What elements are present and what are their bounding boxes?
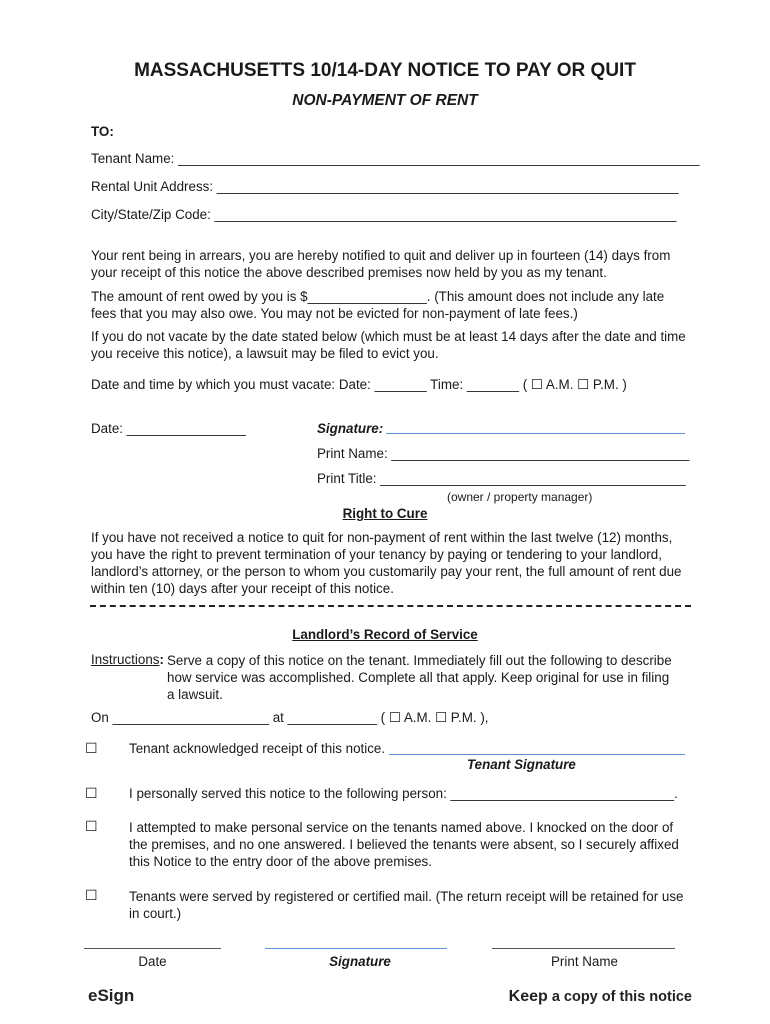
- print-name-field[interactable]: Print Name: ________________________________________: [317, 446, 690, 461]
- footer-signature-line[interactable]: [265, 948, 447, 949]
- checkbox-attempted-service[interactable]: ☐: [85, 818, 98, 834]
- footer-date-label: Date: [138, 954, 167, 969]
- record-of-service-heading: Landlord’s Record of Service: [292, 627, 478, 642]
- keep-rest: a copy of this notice: [551, 989, 692, 1005]
- document-subtitle: NON-PAYMENT OF RENT: [292, 92, 478, 109]
- signature-line[interactable]: [386, 433, 685, 434]
- footer-print-name-label: Print Name: [551, 954, 618, 969]
- keep-copy-note: [509, 988, 692, 1006]
- checkbox-mail-service[interactable]: ☐: [85, 887, 98, 903]
- print-title-field[interactable]: Print Title: _________________________________________: [317, 471, 686, 486]
- city-state-zip-field[interactable]: City/State/Zip Code: ______________________________________________________________: [91, 207, 677, 222]
- rental-address-field[interactable]: Rental Unit Address: ______________________________________________________________: [91, 179, 679, 194]
- separator-line: [90, 605, 691, 607]
- signature-label: Signature:: [317, 421, 384, 436]
- title-hint: (owner / property manager): [447, 490, 593, 504]
- instructions-text: Serve a copy of this notice on the tenant. Immediately fill out the following to describe how service was accomplished. Complete all that apply. Keep original for use in filing a lawsuit.: [167, 653, 672, 702]
- esign-logo: eSign: [88, 986, 135, 1005]
- vacate-warning-paragraph: If you do not vacate by the date stated below (which must be at least 14 days after the date and time you receive this notice), a lawsuit may be filed to evict you.: [91, 329, 686, 361]
- option-mail-service: Tenants were served by registered or certified mail. (The return receipt will be retained for use in court.): [129, 889, 684, 921]
- checkbox-personally-served[interactable]: ☐: [85, 785, 98, 801]
- document-title: MASSACHUSETTS 10/14-DAY NOTICE TO PAY OR QUIT: [134, 60, 636, 81]
- to-label: TO:: [91, 124, 114, 139]
- right-to-cure-heading: Right to Cure: [342, 506, 428, 521]
- notice-date-field[interactable]: Date: ________________: [91, 421, 246, 436]
- footer-print-name-line[interactable]: [492, 948, 675, 949]
- checkbox-tenant-acknowledged[interactable]: ☐: [85, 740, 98, 756]
- tenant-name-field[interactable]: Tenant Name: ______________________________________________________________________: [91, 151, 700, 166]
- instructions-label: Instructions: [91, 652, 160, 667]
- option-tenant-acknowledged: Tenant acknowledged receipt of this notice.: [129, 741, 386, 756]
- footer-date-line[interactable]: [84, 948, 221, 949]
- vacate-date-time-field[interactable]: Date and time by which you must vacate: Date: _______ Time: _______ ( ☐ A.M. ☐ P.M. ): [91, 377, 627, 392]
- keep-word: Keep: [508, 988, 548, 1005]
- service-date-field[interactable]: On _____________________ at ____________ ( ☐ A.M. ☐ P.M. ),: [91, 710, 489, 725]
- tenant-signature-label: Tenant Signature: [467, 757, 576, 772]
- option-personally-served: I personally served this notice to the following person: ______________________________.: [129, 786, 678, 801]
- tenant-signature-line[interactable]: [389, 754, 685, 755]
- footer-signature-label: Signature: [329, 954, 391, 969]
- right-to-cure-text: If you have not received a notice to quit for non-payment of rent within the last twelve (12) months, you have the right to prevent termination of your tenancy by paying or tendering to your landlord, landlord’s attorney, or the person to whom you customarily pay your rent, the full amount of rent due within ten (10) days after your receipt of this notice.: [91, 530, 682, 596]
- notice-paragraph: Your rent being in arrears, you are hereby notified to quit and deliver up in fourteen (14) days from your receipt of this notice the above described premises now held by you as my tenant.: [91, 248, 671, 280]
- rent-owed-paragraph: The amount of rent owed by you is $________________. (This amount does not include any late fees that you may also owe. You may not be evicted for non-payment of late fees.): [91, 289, 665, 321]
- option-attempted-service: I attempted to make personal service on the tenants named above. I knocked on the door of the premises, and no one answered. I believed the tenants were absent, so I securely affixed this Notice to the entry door of the above premises.: [129, 820, 679, 869]
- instructions-label-wrap: Instructions:: [91, 652, 164, 667]
